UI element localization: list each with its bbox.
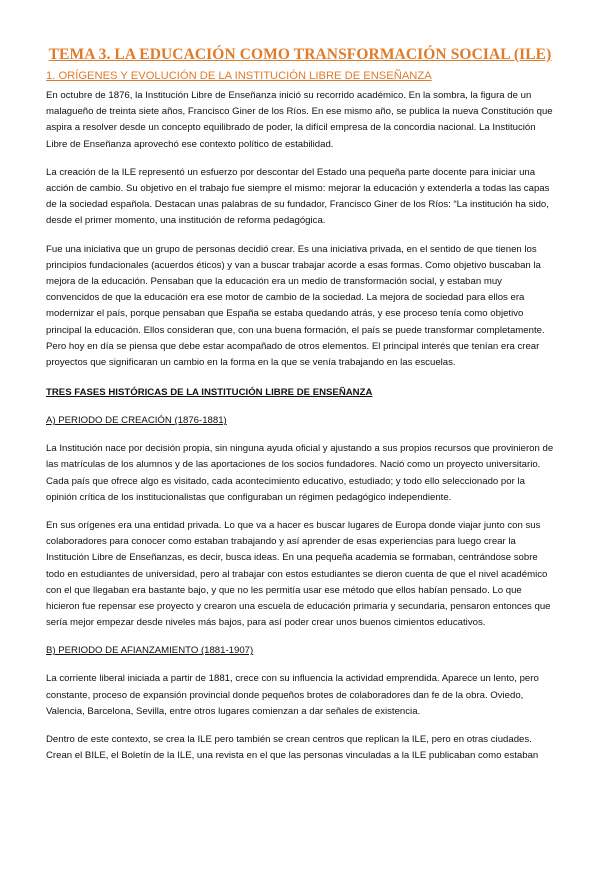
- phase-b-heading: B) PERIODO DE AFIANZAMIENTO (1881-1907): [46, 645, 254, 657]
- phases-heading: TRES FASES HISTÓRICAS DE LA INSTITUCIÓN LIBRE DE ENSEÑANZA: [46, 387, 373, 399]
- document-page: [0, 46, 600, 894]
- phase-b-paragraph-1: La corriente liberal iniciada a partir de 1881, crece con su influencia la actividad emprendida. Aparece un lento, pero constante, proceso de expansión provincial donde pequeños brotes de colaboradores dan fe de la obra. Oviedo, Valencia, Barcelona, Sevilla, entre otros lugares comienzan a dar señales de existencia.: [46, 673, 539, 717]
- section-title: 1. ORÍGENES Y EVOLUCIÓN DE LA INSTITUCIÓN LIBRE DE ENSEÑANZA: [46, 70, 432, 82]
- document-title: TEMA 3. LA EDUCACIÓN COMO TRANSFORMACIÓN SOCIAL (ILE): [48, 46, 552, 63]
- phase-a-paragraph-1: La Institución nace por decisión propia, sin ninguna ayuda oficial y ajustando a sus propios recursos que provinieron de las matrículas de los alumnos y de las aportaciones de los socios fundadores. Nació como un proyecto universitario. Cada país que ofrece algo es visitado, cada acontecimiento educativo, estudiado; y todo ello seleccionado por la opinión crítica de los institucionalistas que configuraban un régimen pedagógico independiente.: [46, 443, 554, 503]
- phase-b-paragraph-2: Dentro de este contexto, se crea la ILE pero también se crean centros que replican la ILE, pero en otras ciudades. Crean el BILE, el Boletín de la ILE, una revista en el que las personas vinculadas a la ILE publicaban como estaban: [46, 734, 539, 762]
- phase-a-paragraph-2: En sus orígenes era una entidad privada. Lo que va a hacer es buscar lugares de Europa donde viajar junto con sus colaboradores para conocer como estaban trabajando y así aprender de esas experiencias para luego crear la Institución Libre de Enseñanzas, es decir, busca ideas. En una pequeña academia se formaban, centrándose sobre todo en estudiantes de universidad, pero al trabajar con estos estudiantes se dieron cuenta de que el nivel académico con el que llegaban era bastante bajo, y que no les permitía usar ese método que ellos habían pensado. Lo que hicieron fue repensar ese proyecto y crearon una escuela de educación primaria y secundaria, pensaron entonces que sería mejor empezar desde niveles más bajos, para así poder crear unos buenos cimientos educativos.: [46, 520, 551, 629]
- intro-paragraph-1: En octubre de 1876, la Institución Libre de Enseñanza inició su recorrido académico. En la sombra, la figura de un malagueño de treinta siete años, Francisco Giner de los Ríos. En ese mismo año, se publica la nueva Constitución que aspira a resolver desde un concepto equilibrado de poder, la difícil empresa de la concordia nacional. La Institución Libre de Enseñanza aprovechó ese contexto político de estabilidad.: [46, 90, 553, 150]
- phase-a-heading: A) PERIODO DE CREACIÓN (1876-1881): [46, 415, 227, 427]
- intro-paragraph-2: La creación de la ILE representó un esfuerzo por descontar del Estado una pequeña parte docente para iniciar una acción de cambio. Su objetivo en el trabajo fue siempre el mismo: mejorar la educación y extenderla a todas las capas de la sociedad española. Destacan unas palabras de su fundador, Francisco Giner de los Ríos: “La institución ha sido, desde el primer momento, una institución de reforma pedagógica.: [46, 166, 550, 227]
- intro-paragraph-3: Fue una iniciativa que un grupo de personas decidió crear. Es una iniciativa privada, en el sentido de que tienen los principios fundacionales (acuerdos éticos) y van a buscar trabajar acorde a esas formas. Como objetivo buscaban la mejora de la educación. Pensaban que la educación era un medio de transformación social, y estaban muy convencidos de que la educación era ese motor de cambio de la sociedad. La mejora de sociedad para ellos era modernizar el país, porque pensaban que España se estaba quedando atrás, y ese proceso tenía como objetivo principal la educación. Ellos consideran que, con una buena formación, el país se puede transformar completamente. Pero hoy en día se piensa que debe estar acompañado de otros elementos. El principal interés que tenían era crear proyectos que significaran un cambio en la forma en la que se venía trabajando en las escuelas.: [46, 243, 545, 369]
